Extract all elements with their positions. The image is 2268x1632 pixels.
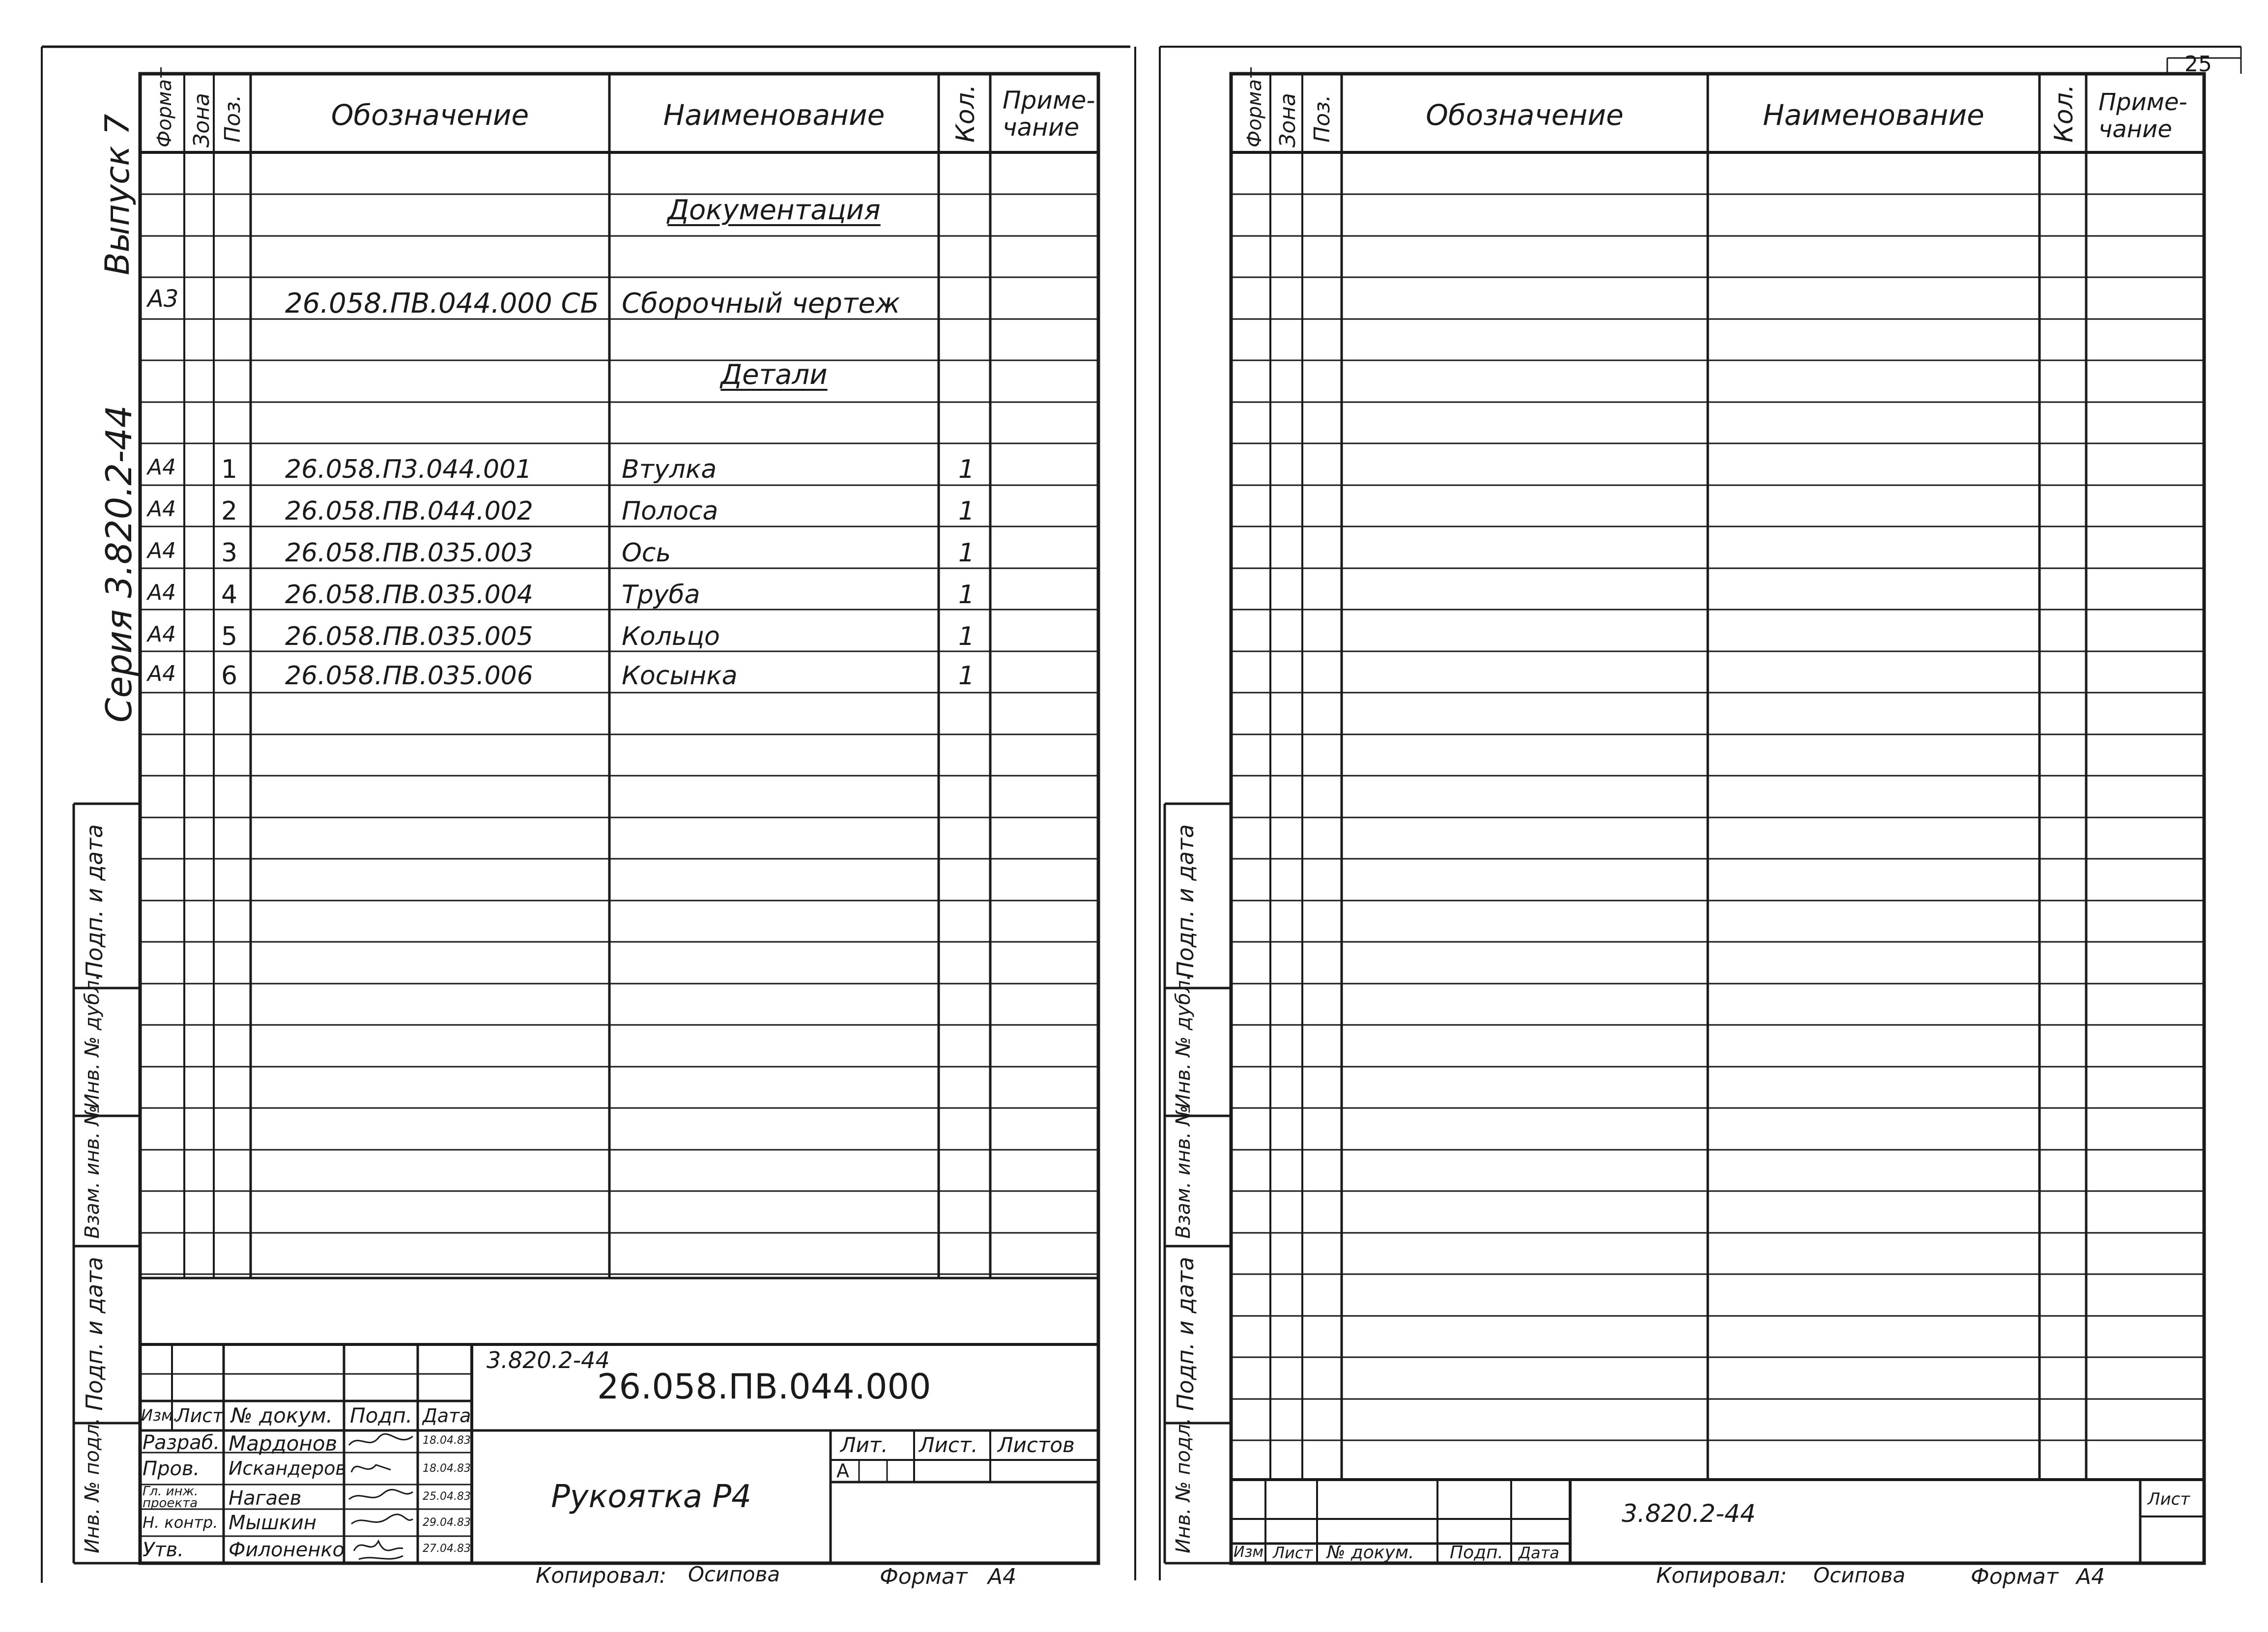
- header-zone: Зона: [1275, 93, 1300, 147]
- tb-sign-date: 18.04.83: [423, 1462, 471, 1475]
- tb-col-date: Дата: [423, 1405, 471, 1427]
- item-name: Косынка: [622, 661, 738, 691]
- header-designation: Обозначение: [1426, 98, 1624, 132]
- tb-signer-name: Филоненко: [229, 1539, 345, 1561]
- tb-lit-label: Лит.: [840, 1433, 888, 1457]
- header-note-2: чание: [1003, 113, 1080, 142]
- tb-signer-name: Нагаев: [229, 1487, 302, 1510]
- item-qty: 1: [958, 538, 975, 568]
- header-name: Наименование: [663, 98, 885, 132]
- series-label: Серия 3.820.2-44: [98, 405, 140, 723]
- stamp-inv-dup-left: Инв. № дубл.: [81, 974, 104, 1108]
- title-series: 3.820.2-44: [1622, 1499, 1756, 1528]
- table-row: [0, 496, 1098, 536]
- tb-sign-date: 18.04.83: [423, 1434, 471, 1447]
- table-row: [0, 538, 1098, 578]
- title-doc-number: 26.058.ПВ.044.000: [597, 1367, 931, 1407]
- item-format: А4: [147, 455, 176, 480]
- item-pos: 1: [221, 455, 238, 484]
- title-name: Рукоятка Р4: [551, 1479, 751, 1515]
- stamp-sign-date-left-2: Подп. и дата: [81, 824, 108, 978]
- tb-role: Пров.: [143, 1457, 200, 1480]
- header-name: Наименование: [1763, 98, 1984, 132]
- item-format: А4: [147, 538, 176, 563]
- item-format: А4: [147, 580, 176, 605]
- signatures-scribbles: [344, 1430, 418, 1568]
- item-pos: 3: [221, 538, 238, 568]
- item-designation: 26.058.ПВ.035.003: [285, 538, 533, 568]
- item-designation: 26.058.ПВ.035.004: [285, 580, 533, 610]
- item-pos: 2: [221, 496, 238, 526]
- tb-role: Разраб.: [143, 1431, 220, 1454]
- item-format: А4: [147, 496, 176, 522]
- item-designation: 26.058.П3.044.001: [285, 455, 532, 484]
- stamp-inv-orig-right: Инв. № подл.: [1172, 1418, 1195, 1553]
- header-qty: Кол.: [2049, 84, 2079, 143]
- stamp-sign-date-left-1: Подп. и дата: [81, 1256, 108, 1411]
- tb-sign-date: 25.04.83: [423, 1490, 471, 1503]
- tb-col-izm-right: Изм.: [1234, 1544, 1268, 1561]
- footer-format-label: Формат: [880, 1564, 968, 1589]
- tb-col-doc: № докум.: [231, 1403, 333, 1428]
- footer-copied-name: Осипова: [688, 1562, 780, 1586]
- header-zone: Зона: [189, 93, 214, 147]
- footer-copied-name: Осипова: [1813, 1563, 1906, 1587]
- tb-col-sign: Подп.: [1450, 1543, 1503, 1563]
- tb-signer-name: Мышкин: [229, 1512, 317, 1534]
- tb-role: Гл. инж. проекта: [143, 1484, 199, 1511]
- tb-sign-date: 29.04.83: [423, 1516, 471, 1529]
- item-qty: 1: [958, 580, 975, 610]
- header-note-1: Приме-: [2098, 88, 2187, 116]
- header-note-1: Приме-: [1003, 86, 1095, 115]
- footer-format-label: Формат: [1971, 1564, 2059, 1589]
- section-details: Детали: [720, 359, 828, 391]
- item-qty: 1: [958, 661, 975, 691]
- tb-sheets-label: Листов: [998, 1433, 1075, 1457]
- header-note-2: чание: [2098, 116, 2172, 143]
- item-format: А4: [147, 622, 176, 647]
- header-pos: Поз.: [220, 94, 245, 143]
- doc-row-format: А3: [147, 285, 179, 313]
- title-series: 3.820.2-44: [487, 1347, 610, 1373]
- tb-lit-value: А: [836, 1460, 849, 1482]
- table-row: [0, 580, 1098, 619]
- tb-col-list: Лист: [1273, 1544, 1313, 1562]
- tb-signer-name: Искандеров: [229, 1457, 346, 1479]
- tb-col-sign: Подп.: [350, 1403, 413, 1428]
- page-number: 25: [2184, 52, 2212, 77]
- item-designation: 26.058.ПВ.035.006: [285, 661, 533, 691]
- tb-col-date: Дата: [1519, 1544, 1559, 1562]
- item-name: Втулка: [622, 455, 717, 484]
- stamp-sign-date-right-1: Подп. и дата: [1172, 1256, 1199, 1411]
- item-name: Ось: [622, 538, 671, 568]
- stamp-inv-orig-left: Инв. № подл.: [81, 1418, 104, 1553]
- doc-row-name: Сборочный чертеж: [622, 288, 900, 320]
- tb-role: Утв.: [143, 1539, 184, 1561]
- tb-col-izm: Изм.: [141, 1406, 178, 1425]
- doc-row-designation: 26.058.ПВ.044.000 СБ: [285, 288, 599, 320]
- stamp-sign-date-right-2: Подп. и дата: [1172, 824, 1199, 978]
- header-format: Формат: [1243, 67, 1266, 147]
- item-qty: 1: [958, 496, 975, 526]
- table-row: [0, 455, 1098, 494]
- item-pos: 6: [221, 661, 238, 691]
- tb-sheet-label: Лист.: [919, 1433, 978, 1457]
- stamp-inv-dup-right: Инв. № дубл.: [1172, 974, 1195, 1108]
- footer-copied-label: Копировал:: [536, 1563, 667, 1588]
- item-format: А4: [147, 661, 176, 686]
- header-format: Формат: [153, 67, 176, 147]
- tb-sign-date: 27.04.83: [423, 1543, 471, 1555]
- header-pos: Поз.: [1310, 94, 1335, 143]
- header-qty: Кол.: [951, 84, 980, 143]
- item-qty: 1: [958, 455, 975, 484]
- section-documentation: Документация: [667, 194, 881, 226]
- issue-label: Выпуск 7: [98, 114, 137, 275]
- tb-col-doc: № докум.: [1327, 1543, 1414, 1563]
- item-name: Полоса: [622, 496, 718, 526]
- item-qty: 1: [958, 622, 975, 651]
- tb-col-list: Лист: [176, 1405, 224, 1427]
- footer-format-value: А4: [988, 1564, 1017, 1589]
- tb-sheet-label: Лист: [2148, 1489, 2190, 1509]
- header-designation: Обозначение: [331, 98, 529, 132]
- footer-copied-label: Копировал:: [1656, 1563, 1787, 1588]
- item-designation: 26.058.ПВ.044.002: [285, 496, 533, 526]
- table-row: [0, 661, 1098, 700]
- stamp-replace-inv-right: Взам. инв. №: [1172, 1105, 1195, 1239]
- item-pos: 5: [221, 622, 238, 651]
- item-name: Труба: [622, 580, 700, 610]
- stamp-replace-inv-left: Взам. инв. №: [81, 1105, 104, 1239]
- table-row: [0, 622, 1098, 661]
- tb-signer-name: Мардонов: [229, 1431, 338, 1456]
- tb-role: Н. контр.: [143, 1513, 218, 1532]
- item-pos: 4: [221, 580, 238, 610]
- footer-format-value: А4: [2076, 1564, 2105, 1589]
- item-designation: 26.058.ПВ.035.005: [285, 622, 533, 651]
- item-name: Кольцо: [622, 622, 720, 651]
